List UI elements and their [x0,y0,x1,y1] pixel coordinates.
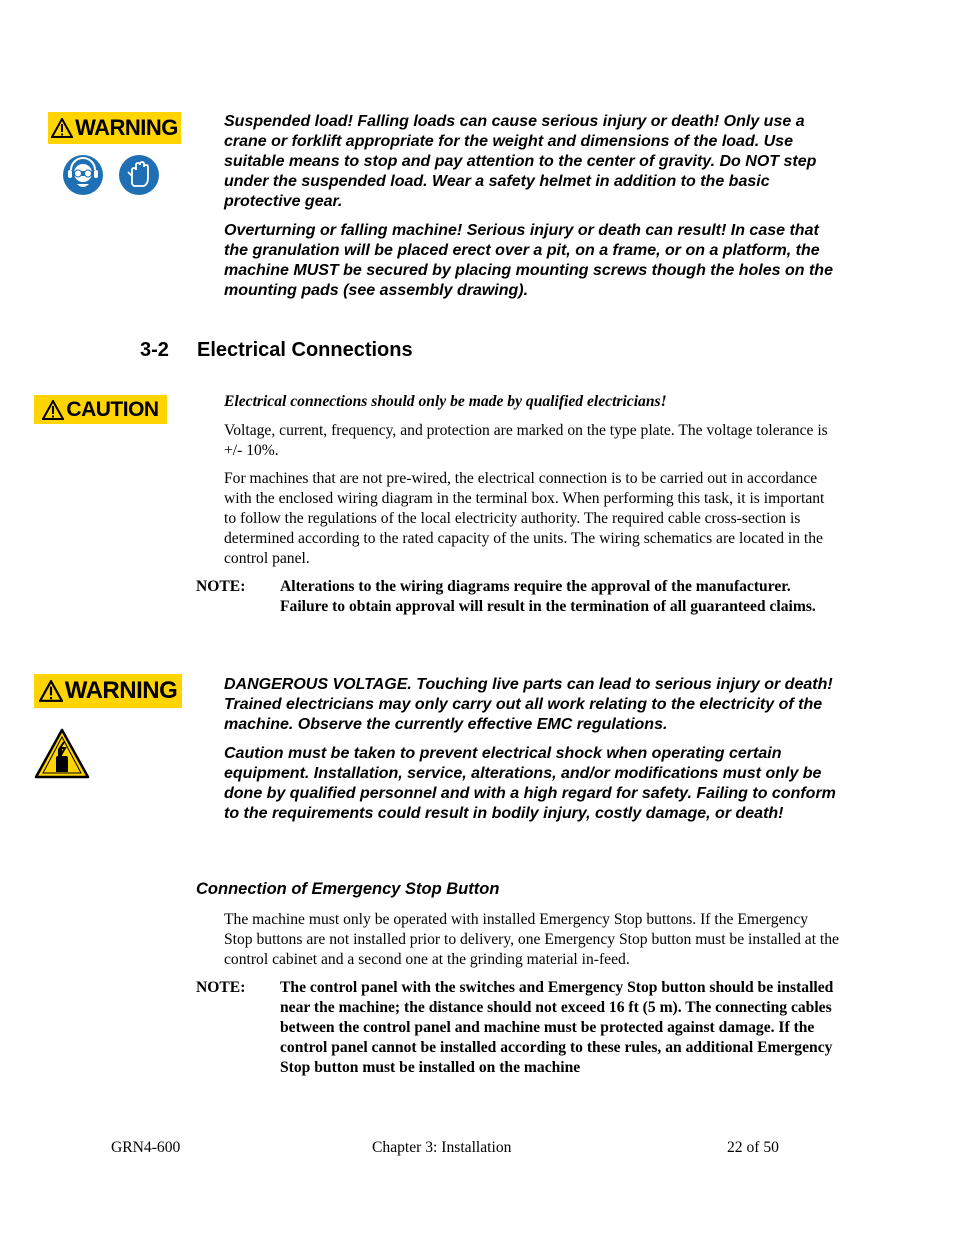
warning-badge-label: WARNING [64,677,178,704]
warning1-paragraph-1: Suspended load! Falling loads can cause serious injury or death! Only use a crane or forklift appropriate for the weight and dimensions of the load. Use suitable means to stop and pay attention to the center of gravity. Do NOT step under the suspended load. Wear a safety helmet in addition to the basic protective gear. [224,113,817,210]
warning2-paragraph-2: Caution must be taken to prevent electrical shock when operating certain equipment. Installation, service, alterations, and/or modifications must only be done by qualified personnel and with a high regard for safety. Failing to conform to the requirements could result in bodily injury, costly damage, or death! [224,745,836,822]
warning-triangle-icon [51,118,73,138]
note-text: The control panel with the switches and Emergency Stop button should be installed near the machine; the distance should not exceed 16 ft (5 m). The connecting cables between the control panel and machine must be protected against damage. If the control panel cannot be installed according to these rules, an additional Emergency Stop button must be installed on the machine [280,979,834,1076]
warning-badge [34,674,182,708]
warning-badge-label: WARNING [75,115,178,140]
note-label: NOTE: [196,578,246,595]
glove-icon [118,154,160,196]
estop-subheading: Connection of Emergency Stop Button [196,880,500,898]
warning-badge [48,112,181,144]
caution-paragraph-1: Voltage, current, frequency, and protection are marked on the type plate. The voltage tolerance is +/- 10%. [224,421,828,459]
footer-page-number: 22 of 50 [727,1139,779,1156]
estop-paragraph: The machine must only be operated with installed Emergency Stop buttons. If the Emergency Stop buttons are not installed prior to delivery, one Emergency Stop button must be installed at the control cabinet and a second one at the grinding material in-feed. [224,911,839,968]
electric-shock-hazard-icon [34,728,90,779]
section-number: 3-2 [140,339,169,361]
caution-text [224,392,839,568]
section-heading [140,339,413,362]
caution-paragraph-2: For machines that are not pre-wired, the electrical connection is to be carried out in accordance with the enclosed wiring diagram in the terminal box. When performing this task, it is important to follow the regulations of the local electricity authority. The required cable cross-section is determined according to the rated capacity of the units. The wiring schematics are located in the control panel. [224,470,825,567]
warning1-paragraph-2: Overturning or falling machine! Serious injury or death can result! In case that the granulation will be placed erect over a pit, on a frame, or on a platform, the machine MUST be secured by placing mounting screws though the holes on the mounting pads (see assembly drawing). [224,222,833,299]
caution-badge [34,395,167,424]
note-text: Alterations to the wiring diagrams require the approval of the manufacturer. Failure to obtain approval will result in the termination of all guaranteed claims. [280,578,816,615]
warning1-text [224,112,844,301]
footer-model: GRN4-600 [111,1139,181,1156]
caution-badge-label: CAUTION [66,397,159,421]
warning2-text [224,675,844,824]
footer-chapter: Chapter 3: Installation [372,1139,512,1156]
section-title: Electrical Connections [197,339,413,361]
caution-lead: Electrical connections should only be made by qualified electricians! [224,393,667,410]
warning-triangle-icon [42,400,64,420]
warning-triangle-icon [39,680,63,702]
warning2-paragraph-1: DANGEROUS VOLTAGE. Touching live parts can lead to serious injury or death! Trained electricians may only carry out all work relating to the electricity of the machine. Observe the currently effective EMC regulations. [224,676,833,733]
note-label: NOTE: [196,979,246,996]
head-protection-icon [62,154,104,196]
